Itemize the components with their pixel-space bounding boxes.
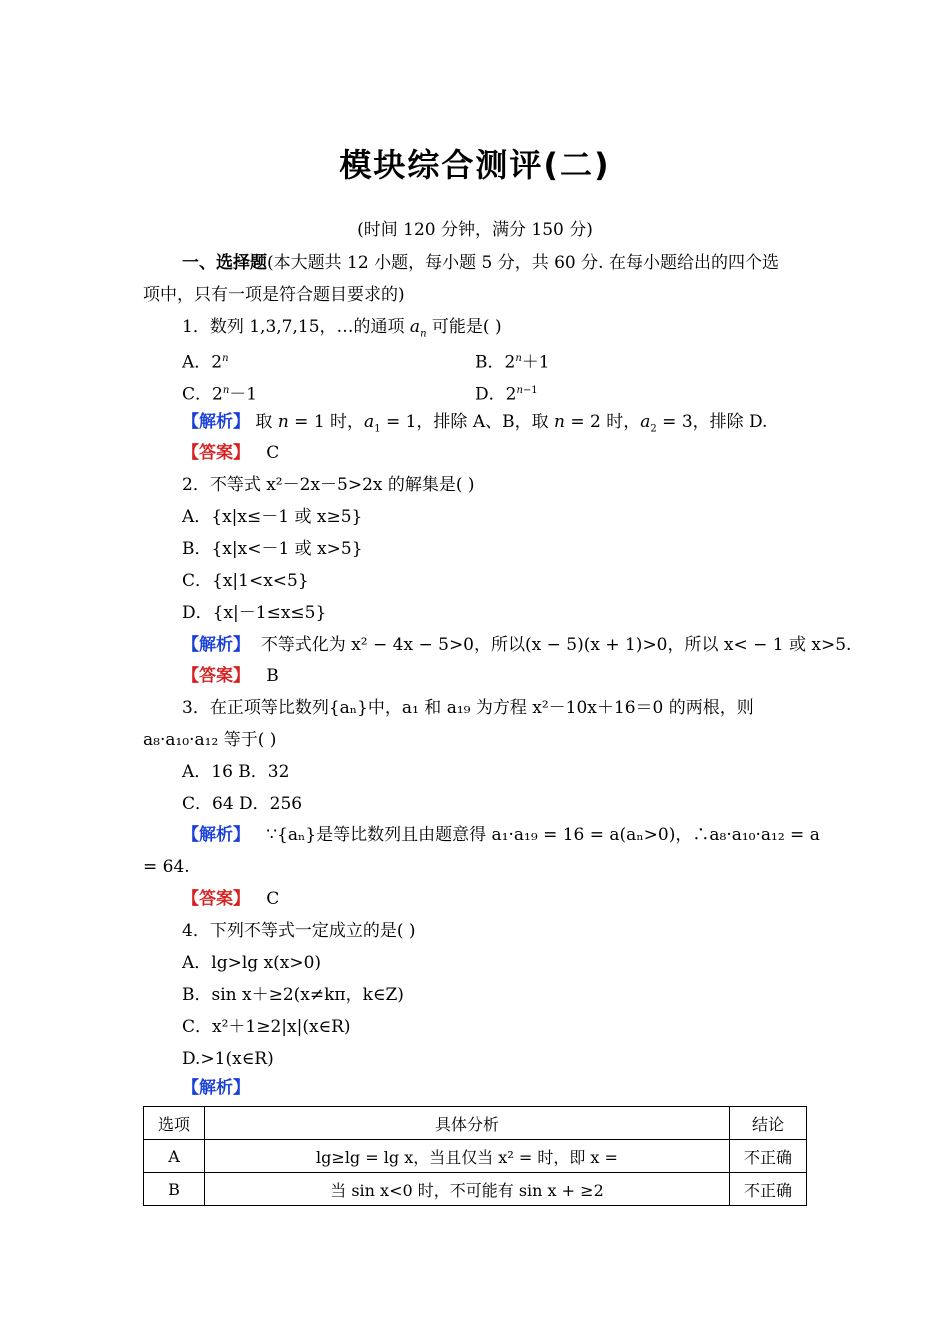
table-header: 选项 bbox=[144, 1107, 205, 1140]
q4-option-a: A．lg>lg x(x>0) bbox=[182, 953, 322, 973]
q2-option-c: C．{x|1<x<5} bbox=[182, 571, 309, 591]
subtitle: (时间 120 分钟，满分 150 分) bbox=[357, 220, 593, 240]
section-heading: 一、选择题 bbox=[182, 253, 267, 273]
q3-analysis-cont: = 64. bbox=[143, 857, 190, 877]
q3-answer: 【答案】 C bbox=[182, 889, 280, 909]
table-header: 结论 bbox=[730, 1107, 807, 1140]
q2-answer: 【答案】 B bbox=[182, 666, 279, 686]
analysis-table bbox=[143, 1106, 807, 1206]
table-cell: 不正确 bbox=[730, 1173, 807, 1206]
page-title: 模块综合测评(二) bbox=[339, 146, 611, 184]
q1-analysis: 【解析】 取 n = 1 时，$a_1 = 1$，排除 A、B，取 n = 2 时，$a_2 = 3$，排除 D. bbox=[182, 412, 768, 435]
q3-options-ab: A．16 B．32 bbox=[182, 762, 290, 782]
q4-option-c: C．x²＋1≥2|x|(x∈R) bbox=[182, 1017, 351, 1037]
q2-option-a: A．{x|x≤－1 或 x≥5} bbox=[182, 507, 363, 527]
q3-analysis: 【解析】 ∵{aₙ}是等比数列且由题意得 a₁·a₁₉ = 16 = a(aₙ>0)，∴a₈·a₁₀·a₁₂ = a bbox=[182, 825, 820, 845]
q1-option-a: A．2$^n$ bbox=[182, 352, 229, 373]
table-header: 具体分析 bbox=[205, 1107, 730, 1140]
q4-analysis-label: 【解析】 bbox=[182, 1078, 250, 1098]
question-3-stem-cont: a₈·a₁₀·a₁₂ 等于( ) bbox=[143, 730, 277, 750]
q3-options-cd: C．64 D．256 bbox=[182, 794, 303, 814]
q2-analysis: 【解析】 不等式化为 x² − 4x − 5>0，所以(x − 5)(x + 1)>0，所以 x< − 1 或 x>5. bbox=[182, 635, 852, 655]
table-cell: 当 sin x<0 时，不可能有 sin x + ≥2 bbox=[205, 1173, 730, 1206]
q2-option-b: B．{x|x<－1 或 x>5} bbox=[182, 539, 363, 559]
q4-option-d: D.>1(x∈R) bbox=[182, 1049, 274, 1069]
table-cell: 不正确 bbox=[730, 1140, 807, 1173]
table-header-row bbox=[144, 1107, 807, 1140]
q2-option-d: D．{x|－1≤x≤5} bbox=[182, 603, 327, 623]
q4-option-b: B．sin x＋≥2(x≠kπ，k∈Z) bbox=[182, 985, 404, 1005]
table-cell: lg≥lg = lg x，当且仅当 x² = 时，即 x = bbox=[205, 1140, 730, 1173]
question-3-stem: 3．在正项等比数列{aₙ}中，a₁ 和 a₁₉ 为方程 x²－10x＋16＝0 的两根，则 bbox=[182, 698, 754, 718]
table-cell: A bbox=[144, 1140, 205, 1173]
question-2-stem: 2．不等式 x²－2x－5>2x 的解集是( ) bbox=[182, 475, 475, 495]
table-row bbox=[144, 1140, 807, 1173]
q1-option-d: D．$2^{n-1}$ bbox=[475, 384, 538, 405]
question-4-stem: 4．下列不等式一定成立的是( ) bbox=[182, 921, 416, 941]
q1-option-b: B．$2^n+1$ bbox=[475, 352, 550, 373]
section-intro-cont: 项中，只有一项是符合题目要求的) bbox=[143, 285, 405, 305]
q1-answer: 【答案】 C bbox=[182, 443, 280, 463]
table-cell: B bbox=[144, 1173, 205, 1206]
question-1-stem: 1．数列 1,3,7,15，…的通项 $a_n$ 可能是( ) bbox=[182, 317, 502, 340]
table-row bbox=[144, 1173, 807, 1206]
section-intro: 一、选择题(本大题共 12 小题，每小题 5 分，共 60 分. 在每小题给出的四个选 bbox=[182, 253, 779, 273]
q1-option-c: C．$2^n-1$ bbox=[182, 384, 258, 405]
